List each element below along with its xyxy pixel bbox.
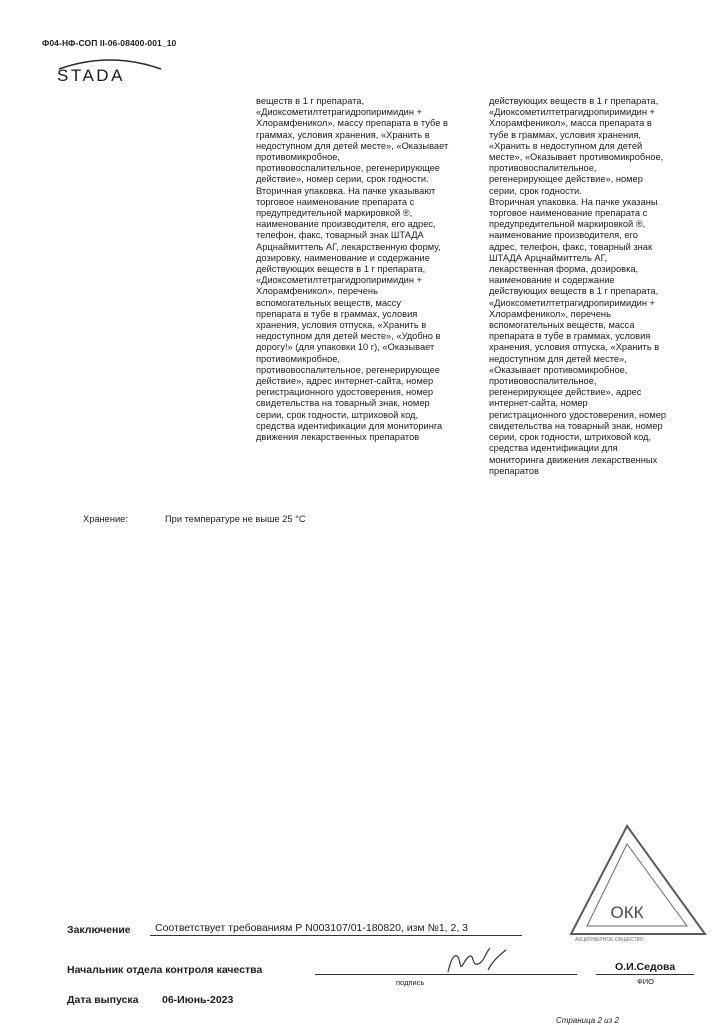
- text-line: наименование производителя, его адрес,: [256, 219, 436, 230]
- text-line: телефон, факс, товарный знак ШТАДА: [256, 230, 424, 241]
- text-line: Хлорамфеникол», перечень: [489, 308, 611, 319]
- conclusion-label: Заключение: [67, 924, 131, 936]
- text-line: регенерирующее действие», номер: [489, 174, 643, 185]
- text-line: противомикробное,: [256, 353, 341, 364]
- text-line: наименование и содержание: [489, 275, 615, 286]
- text-line: торговое наименование препарата с: [256, 196, 415, 207]
- document-code: Ф04-НФ-СОП II-06-08400-001_10: [42, 38, 177, 48]
- text-line: действующих веществ в 1 г препарата,: [489, 96, 659, 106]
- text-line: адрес, телефон, факс, товарный знак: [489, 241, 653, 252]
- text-line: движения лекарственных препаратов: [256, 432, 420, 443]
- text-line: веществ в 1 г препарата,: [256, 96, 365, 106]
- signature-caption: подпись: [396, 978, 425, 987]
- text-line: препарата в тубе в граммах, условия: [489, 331, 651, 342]
- text-line: средства идентификации для: [489, 443, 618, 454]
- text-line: ШТАДА Арцнаймиттель АГ,: [489, 252, 608, 263]
- text-line: интернет-сайта, номер: [489, 398, 588, 409]
- text-line: противовоспалительное, регенерирующее: [256, 364, 440, 375]
- text-line: вспомогательных веществ, массу: [256, 297, 401, 308]
- text-line: Хлорамфеникол», масса препарата в: [489, 118, 652, 129]
- text-line: хранения, условия отпуска, «Хранить в: [256, 320, 427, 331]
- text-line: вспомогательных веществ, масса: [489, 320, 635, 331]
- text-line: предупредительной маркировкой ®,: [256, 208, 413, 219]
- release-date-value: 06-Июнь-2023: [162, 994, 234, 1006]
- text-line: «Диоксометилтетрагидропиримидин +: [256, 275, 422, 286]
- text-line: мониторинга движения лекарственных: [489, 454, 658, 465]
- text-line: действующих веществ в 1 г препарата,: [256, 264, 426, 275]
- text-line: «Оказывает противомикробное,: [489, 364, 628, 375]
- conclusion-underline: [150, 935, 522, 936]
- handwritten-signature-icon: [442, 944, 512, 976]
- text-line: лекарственная форма, дозировка,: [489, 264, 639, 275]
- text-line: «Диоксометилтетрагидропиримидин +: [489, 107, 655, 118]
- text-line: Вторичная упаковка. На пачке указывают: [256, 185, 436, 196]
- text-line: предупредительной маркировкой ®,: [489, 219, 646, 230]
- text-line: препарата в тубе в граммах, условия: [256, 308, 418, 319]
- text-line: противомикробное,: [256, 152, 341, 163]
- text-line: Хлорамфеникол», массу препарата в тубе в: [256, 118, 448, 129]
- fio-underline: [596, 974, 694, 975]
- fio-caption: ФИО: [637, 977, 654, 986]
- text-line: Вторичная упаковка. На пачке указаны: [489, 196, 658, 207]
- text-line: действующих веществ в 1 г препарата,: [489, 286, 659, 297]
- text-line: регистрационного удостоверения, номер: [256, 387, 434, 398]
- text-line: противовоспалительное, регенерирующее: [256, 163, 440, 174]
- text-line: свидетельства на товарный знак, номер: [489, 420, 663, 431]
- fio-value: О.И.Седова: [615, 961, 676, 973]
- text-line: Хлорамфеникол», перечень: [256, 286, 378, 297]
- left-text-column: [256, 96, 448, 443]
- head-of-qc-label: Начальник отдела контроля качества: [67, 964, 263, 976]
- text-line: Арцнаймиттель АГ, лекарственную форму,: [256, 241, 441, 252]
- text-line: тубе в граммах, условия хранения,: [489, 129, 641, 140]
- text-line: свидетельства на товарный знак, номер: [256, 398, 430, 409]
- conclusion-value: Соответствует требованиям Р N003107/01-180820, изм №1, 2, 3: [155, 922, 469, 934]
- page-number: Страница 2 из 2: [556, 1016, 619, 1025]
- text-line: противовоспалительное,: [489, 376, 597, 387]
- text-line: серии, срок годности.: [489, 185, 582, 196]
- text-line: действие», адрес интернет-сайта, номер: [256, 376, 434, 387]
- okk-stamp-icon: [565, 822, 715, 942]
- text-line: недоступном для детей месте», «Оказывает: [256, 140, 449, 151]
- right-text-column: [489, 96, 666, 477]
- text-line: противовоспалительное,: [489, 163, 597, 174]
- stamp-center-text: ОКК: [610, 903, 644, 922]
- text-line: недоступном для детей месте», «Удобно в: [256, 331, 441, 342]
- stamp-ring-text: АКЦИОНЕРНОЕ ОБЩЕСТВО: [575, 937, 644, 942]
- text-line: «Хранить в недоступном для детей: [489, 140, 643, 151]
- storage-label: Хранение:: [83, 514, 128, 524]
- text-line: регенерирующее действие», адрес: [489, 387, 642, 398]
- text-line: дозировку, наименование и содержание: [256, 252, 430, 263]
- text-line: торговое наименование препарата с: [489, 208, 648, 219]
- text-line: регистрационного удостоверения, номер: [489, 409, 667, 420]
- text-line: средства идентификации для мониторинга: [256, 420, 443, 431]
- text-line: месте», «Оказывает противомикробное,: [489, 152, 664, 163]
- signature-underline: [315, 974, 577, 975]
- text-line: серии, срок годности, штриховой код,: [256, 409, 419, 420]
- text-line: граммах, условия хранения, «Хранить в: [256, 129, 430, 140]
- storage-value: При температуре не выше 25 °С: [165, 514, 306, 524]
- text-line: серии, срок годности, штриховой код,: [489, 432, 652, 443]
- company-logo: STADA: [57, 66, 125, 85]
- text-line: действие», номер серии, срок годности.: [256, 174, 429, 185]
- text-line: «Диоксометилтетрагидропиримидин +: [489, 297, 655, 308]
- text-line: «Диоксометилтетрагидропиримидин +: [256, 107, 422, 118]
- text-line: наименование производителя, его: [489, 230, 638, 241]
- text-line: недоступном для детей месте»,: [489, 353, 627, 364]
- text-line: хранения, условия отпуска, «Хранить в: [489, 342, 660, 353]
- text-line: дорогу!» (для упаковки 10 г), «Оказывает: [256, 342, 435, 353]
- text-line: препаратов: [489, 465, 539, 476]
- release-date-label: Дата выпуска: [67, 994, 139, 1006]
